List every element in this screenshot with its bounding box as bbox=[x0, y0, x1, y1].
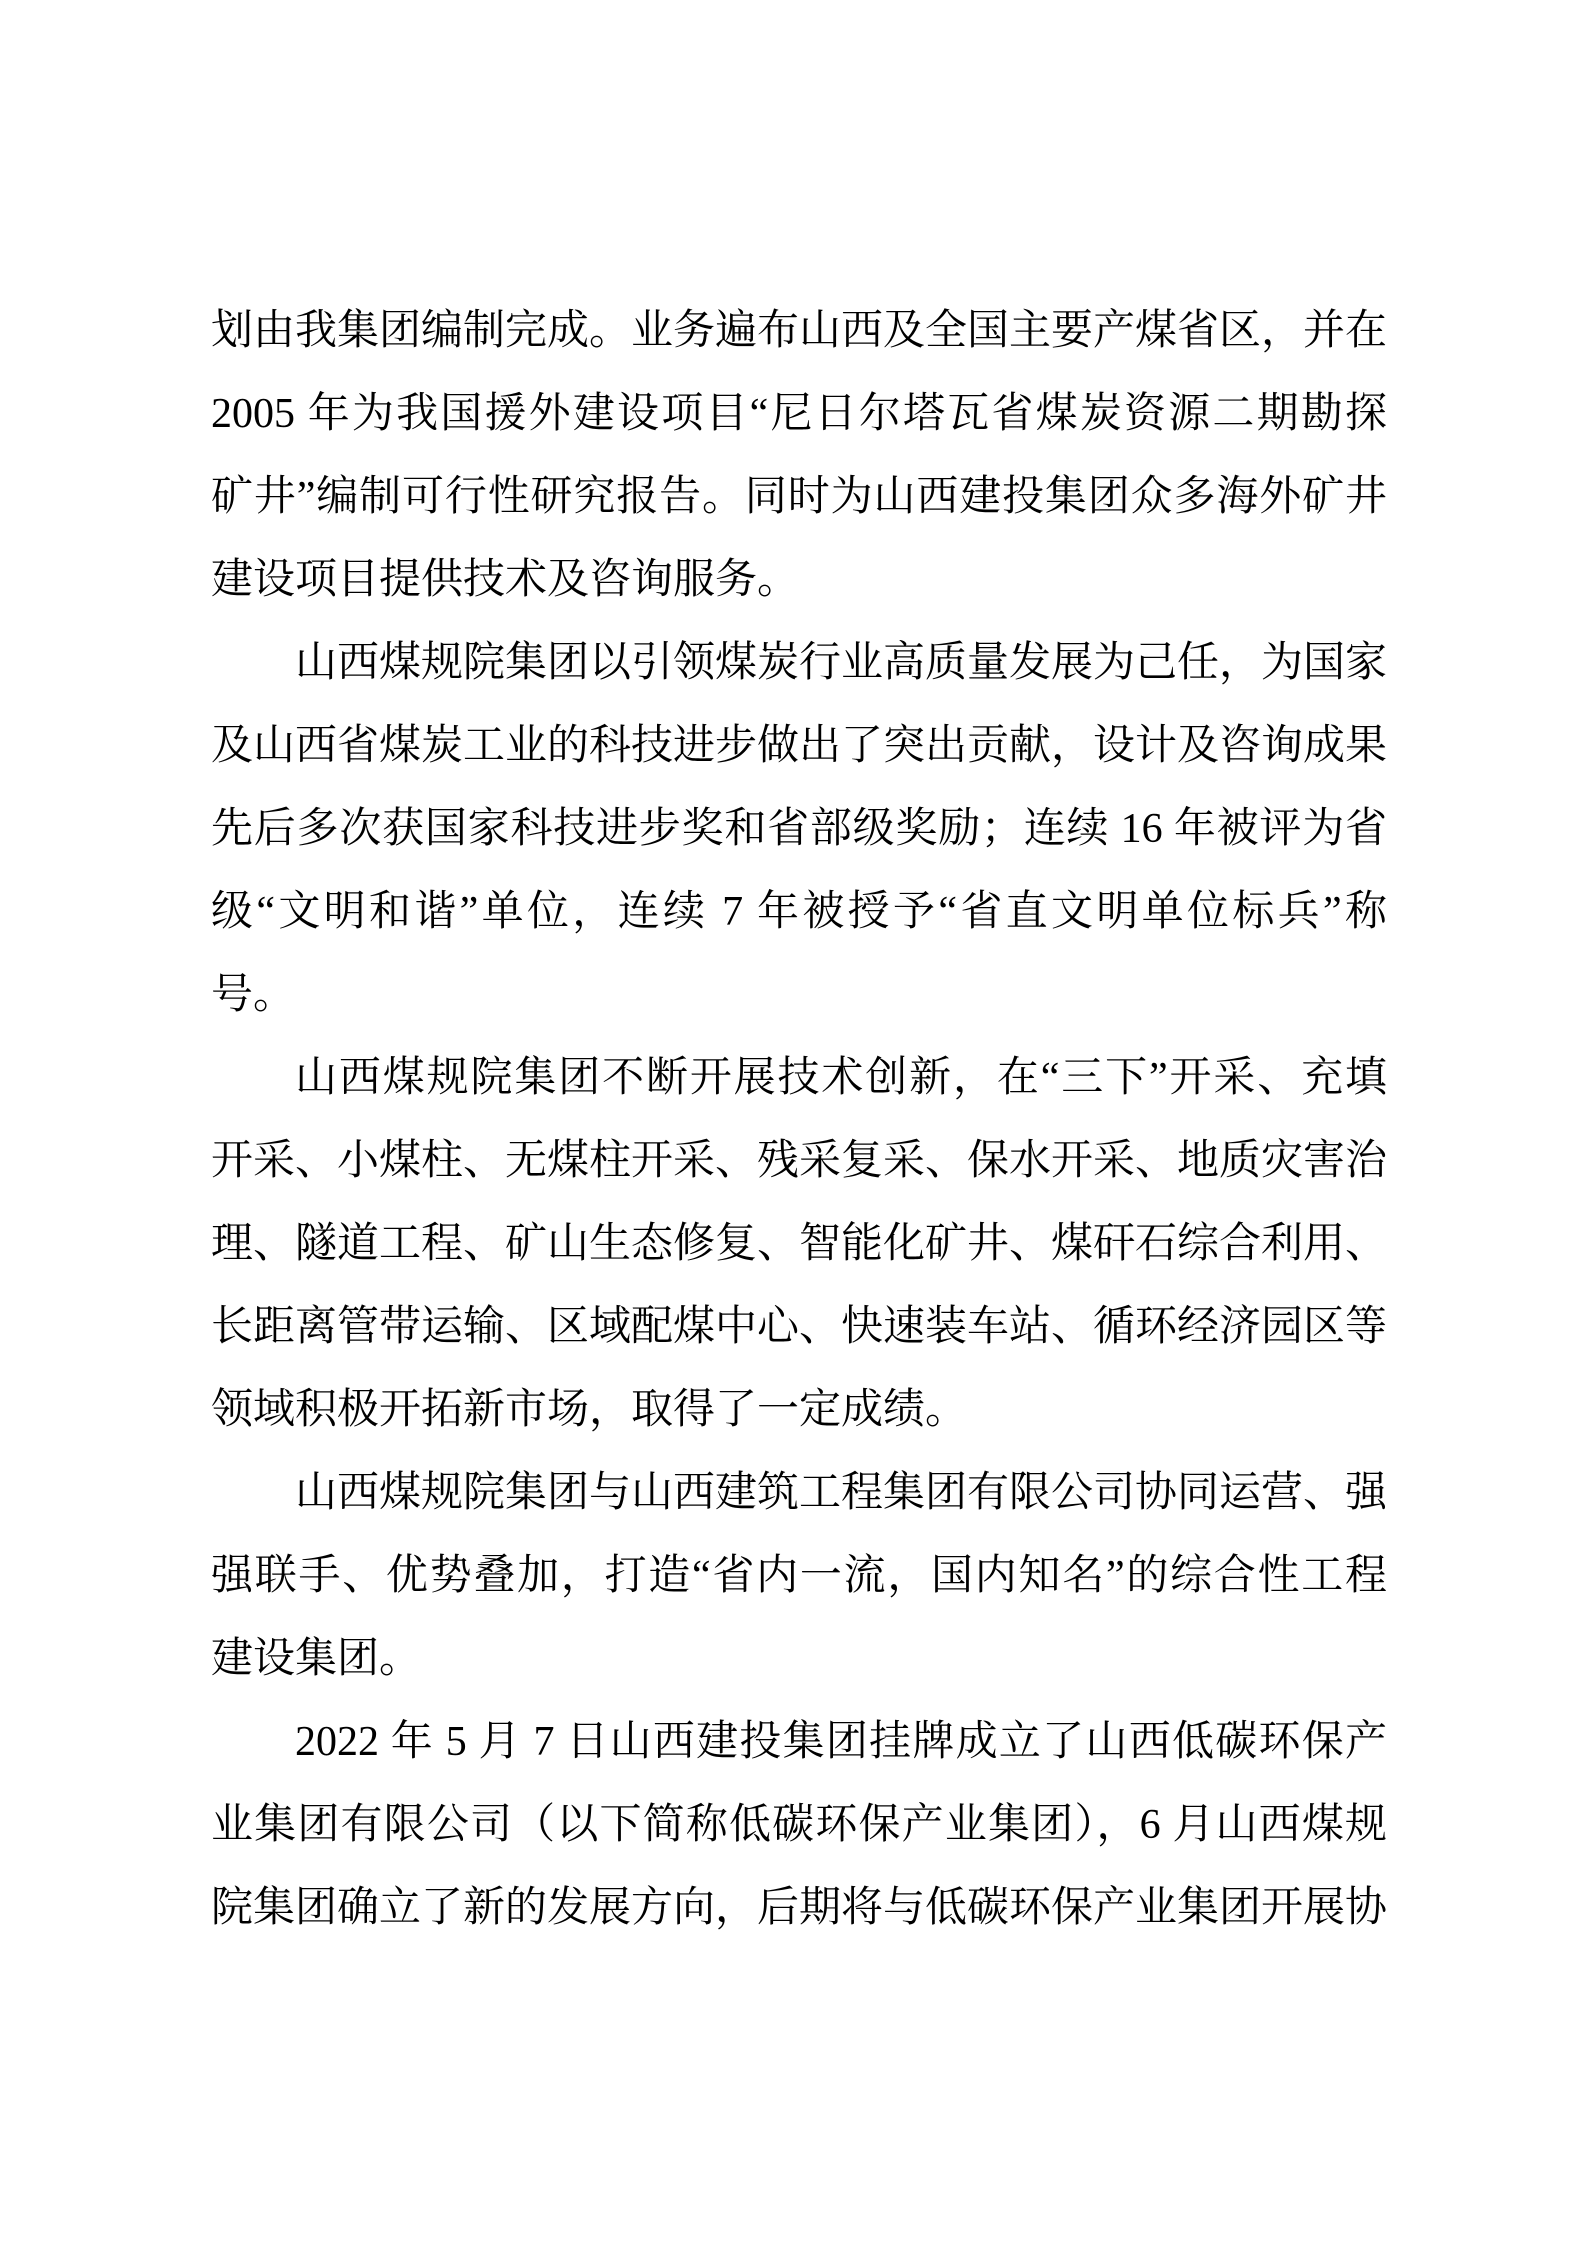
text-line: 开采、小煤柱、无煤柱开采、残采复采、保水开采、地质灾害治 bbox=[211, 1138, 1388, 1184]
document-text-body bbox=[211, 290, 1387, 1950]
text-line: 强联手、优势叠加，打造“省内一流，国内知名”的综合性工程 bbox=[211, 1553, 1387, 1599]
text-line: 山西煤规院集团与山西建筑工程集团有限公司协同运营、强 bbox=[295, 1470, 1388, 1516]
text-line: 领域积极开拓新市场，取得了一定成绩。 bbox=[211, 1387, 968, 1433]
text-line: 院集团确立了新的发展方向，后期将与低碳环保产业集团开展协 bbox=[211, 1885, 1388, 1931]
text-line: 2022 年 5 月 7 日山西建投集团挂牌成立了山西低碳环保产 bbox=[295, 1719, 1387, 1765]
text-line: 划由我集团编制完成。业务遍布山西及全国主要产煤省区，并在 bbox=[211, 308, 1388, 354]
text-line: 业集团有限公司（以下简称低碳环保产业集团），6 月山西煤规 bbox=[211, 1802, 1387, 1848]
text-line: 山西煤规院集团不断开展技术创新，在“三下”开采、充填 bbox=[295, 1055, 1387, 1101]
text-line: 先后多次获国家科技进步奖和省部级奖励；连续 16 年被评为省 bbox=[211, 806, 1387, 852]
text-line: 山西煤规院集团以引领煤炭行业高质量发展为己任，为国家 bbox=[295, 640, 1388, 686]
text-line: 建设项目提供技术及咨询服务。 bbox=[211, 557, 800, 603]
text-line: 2005 年为我国援外建设项目“尼日尔塔瓦省煤炭资源二期勘探 bbox=[211, 391, 1387, 437]
text-line: 级“文明和谐”单位，连续 7 年被授予“省直文明单位标兵”称 bbox=[211, 889, 1387, 935]
text-line: 及山西省煤炭工业的科技进步做出了突出贡献，设计及咨询成果 bbox=[211, 723, 1388, 769]
text-line: 建设集团。 bbox=[211, 1636, 422, 1682]
text-line: 长距离管带运输、区域配煤中心、快速装车站、循环经济园区等 bbox=[211, 1304, 1388, 1350]
text-line: 理、隧道工程、矿山生态修复、智能化矿井、煤矸石综合利用、 bbox=[211, 1221, 1388, 1267]
text-line: 矿井”编制可行性研究报告。同时为山西建投集团众多海外矿井 bbox=[211, 474, 1387, 520]
text-line: 号。 bbox=[211, 972, 296, 1018]
